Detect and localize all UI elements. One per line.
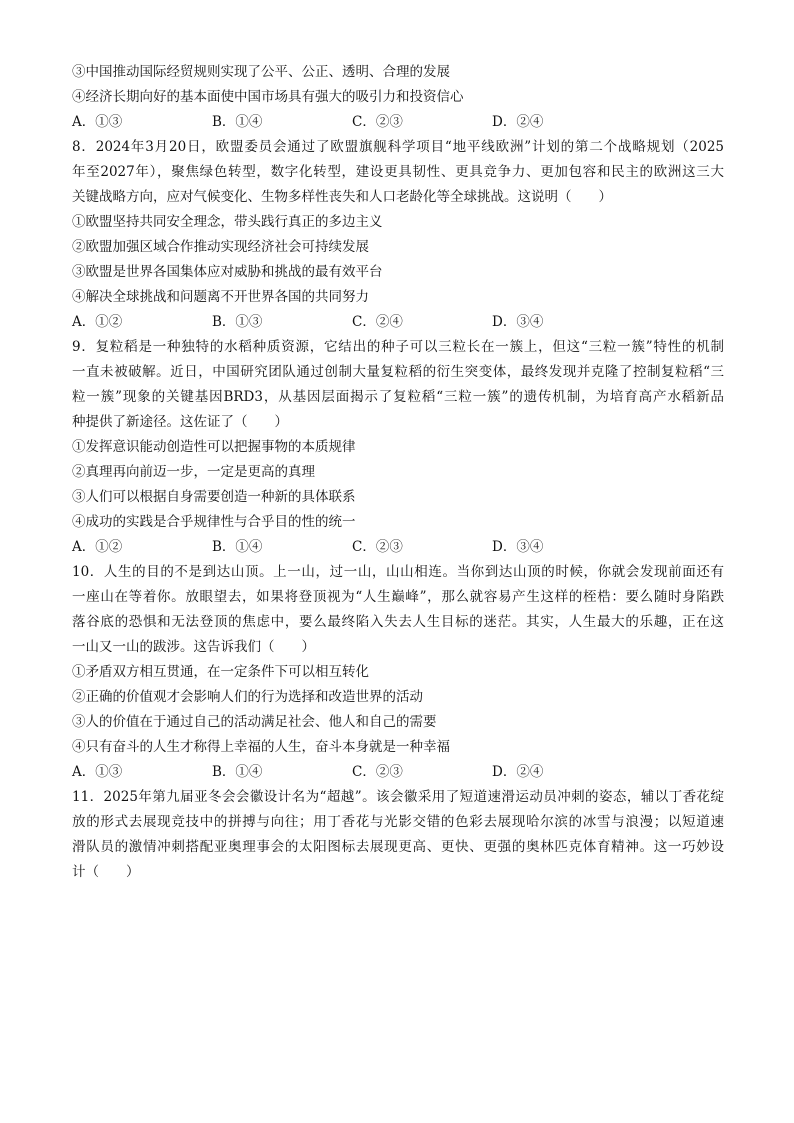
question-8	[72, 135, 724, 335]
option-a: A．①②	[72, 539, 123, 555]
option-b: B．①④	[212, 764, 263, 780]
question-stem-line: 放的形式去展现竞技中的拼搏与向往；用丁香花与光影交错的色彩去展现哈尔滨的冰雪与浪漫；以短道速	[72, 814, 724, 830]
option-a: A．①③	[72, 114, 123, 130]
option-b: B．①③	[212, 314, 263, 330]
answer-options	[72, 110, 724, 135]
question-stem-line: 种提供了新途径。这佐证了（ ）	[72, 414, 288, 430]
question-stem-line: 年至2027年），聚焦绿色转型，数字化转型，建设更具韧性、更具竞争力、更加包容和民主的欧洲这三大	[72, 164, 724, 180]
statement: ③人的价值在于通过自己的活动满足社会、他人和自己的需要	[72, 714, 437, 730]
question-stem-line: 一座山在等着你。放眼望去，如果将登顶视为“人生巅峰”，那么就容易产生这样的桎梏：要么随时身陷跌	[72, 589, 724, 605]
question-stem-line: 一山又一山的跋涉。这告诉我们（ ）	[72, 639, 315, 655]
question-stem-line: 一直未被破解。近日，中国研究团队通过创制大量复粒稻的衍生突变体，最终发现并克隆了控制复粒稻“三	[72, 364, 724, 380]
answer-options	[72, 535, 724, 560]
question-stem-line: 关键战略方向，应对气候变化、生物多样性丧失和人口老龄化等全球挑战。这说明（ ）	[72, 189, 612, 205]
question-stem-line: 10．人生的目的不是到达山顶。上一山，过一山，山山相连。当你到达山顶的时候，你就会发现前面还有	[72, 564, 724, 580]
statement: ④解决全球挑战和问题离不开世界各国的共同努力	[72, 289, 369, 305]
exam-page	[72, 60, 724, 885]
option-d: D．②④	[492, 114, 544, 130]
option-a: A．①③	[72, 764, 123, 780]
answer-options	[72, 310, 724, 335]
statement: ②真理再向前迈一步，一定是更高的真理	[72, 464, 315, 480]
question-stem-line: 计（ ）	[72, 864, 140, 880]
question-stem-line: 落谷底的恐惧和无法登顶的焦虑中，要么最终陷入失去人生目标的迷茫。其实，人生最大的乐趣，正在这	[72, 614, 724, 630]
question-stem-line: 8．2024年3月20日，欧盟委员会通过了欧盟旗舰科学项目“地平线欧洲”计划的第二个战略规划（2025	[72, 139, 724, 155]
statement: ③欧盟是世界各国集体应对威胁和挑战的最有效平台	[72, 264, 383, 280]
question-9	[72, 335, 724, 560]
option-c: C．②③	[352, 764, 403, 780]
statement: ②欧盟加强区域合作推动实现经济社会可持续发展	[72, 239, 369, 255]
statement: ④经济长期向好的基本面使中国市场具有强大的吸引力和投资信心	[72, 89, 464, 105]
option-d: D．③④	[492, 539, 544, 555]
option-d: D．②④	[492, 764, 544, 780]
statement: ④只有奋斗的人生才称得上幸福的人生，奋斗本身就是一种幸福	[72, 739, 450, 755]
statement: ①欧盟坚持共同安全理念，带头践行真正的多边主义	[72, 214, 383, 230]
option-b: B．①④	[212, 114, 263, 130]
answer-options	[72, 760, 724, 785]
option-b: B．①④	[212, 539, 263, 555]
statement: ②正确的价值观才会影响人们的行为选择和改造世界的活动	[72, 689, 423, 705]
statement: ①发挥意识能动创造性可以把握事物的本质规律	[72, 439, 356, 455]
question-10	[72, 560, 724, 785]
option-d: D．③④	[492, 314, 544, 330]
option-a: A．①②	[72, 314, 123, 330]
option-c: C．②③	[352, 539, 403, 555]
statement: ④成功的实践是合乎规律性与合乎目的性的统一	[72, 514, 356, 530]
question-stem-line: 粒一簇”现象的关键基因BRD3，从基因层面揭示了复粒稻“三粒一簇”的遗传机制，为培育高产水稻新品	[72, 389, 724, 405]
question-stem-line: 9．复粒稻是一种独特的水稻种质资源，它结出的种子可以三粒长在一簇上，但这“三粒一簇”特性的机制	[72, 339, 724, 355]
statement: ①矛盾双方相互贯通，在一定条件下可以相互转化	[72, 664, 369, 680]
option-c: C．②③	[352, 114, 403, 130]
question-stem-line: 滑队员的激情冲刺搭配亚奥理事会的太阳图标去展现更高、更快、更强的奥林匹克体育精神。这一巧妙设	[72, 839, 724, 855]
option-c: C．②④	[352, 314, 403, 330]
statement: ③人们可以根据自身需要创造一种新的具体联系	[72, 489, 356, 505]
question-11	[72, 785, 724, 885]
question-stem-line: 11．2025年第九届亚冬会会徽设计名为“超越”。该会徽采用了短道速滑运动员冲刺的姿态，辅以丁香花绽	[72, 789, 724, 805]
question-7-tail	[72, 60, 724, 135]
statement: ③中国推动国际经贸规则实现了公平、公正、透明、合理的发展	[72, 64, 450, 80]
